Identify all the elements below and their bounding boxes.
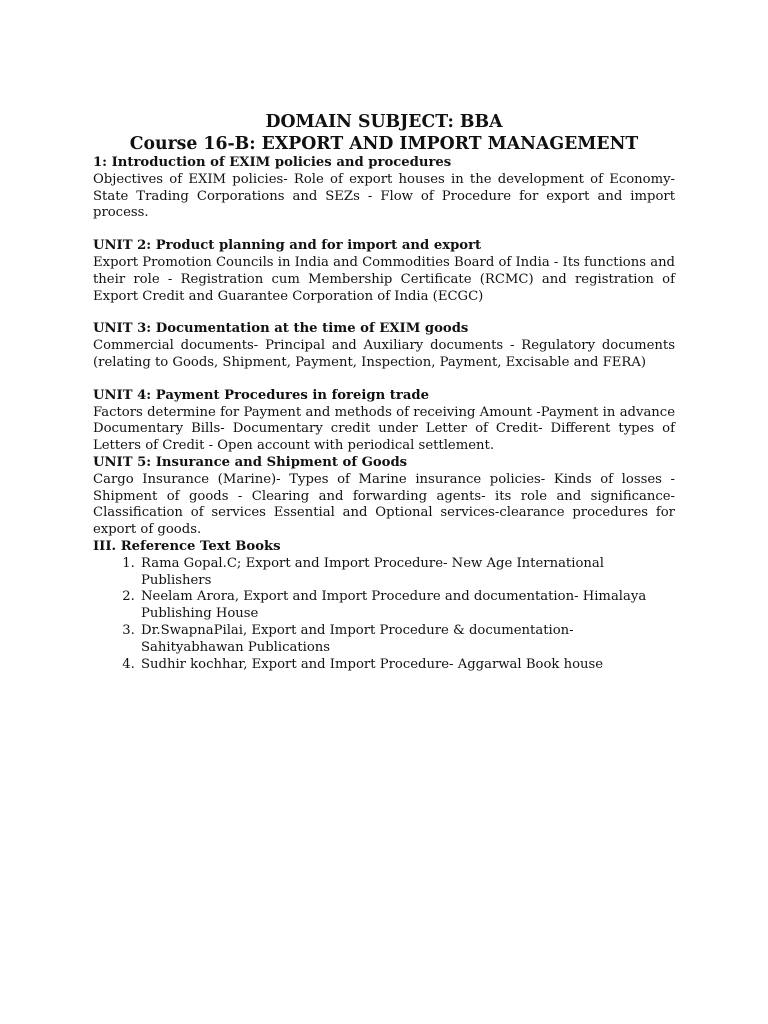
unit-3-body: Commercial documents- Principal and Auxiliary documents - Regulatory documents (relating to Goods, Shipment, Payment, Inspection, Payment, Excisable and FERA) xyxy=(93,338,675,370)
unit-5-body: Cargo Insurance (Marine)- Types of Marine insurance policies- Kinds of losses - Shipment of goods - Clearing and forwarding agents- its role and significance-Classification of services Essential and Optional services-clearance procedures for export of goods. xyxy=(93,471,675,538)
references-section xyxy=(93,539,675,673)
course-title: Course 16-B: EXPORT AND IMPORT MANAGEMENT xyxy=(129,134,639,154)
references-heading: III. Reference Text Books xyxy=(93,538,281,554)
document-title: DOMAIN SUBJECT: BBA xyxy=(265,112,503,132)
spacer xyxy=(93,222,675,238)
unit-1-body: Objectives of EXIM policies- Role of export houses in the development of Economy- State Trading Corporations and SEZs - Flow of Procedure for export and import process. xyxy=(93,171,675,221)
unit-2-body: Export Promotion Councils in India and Commodities Board of India - Its functions and their role - Registration cum Membership Certificate (RCMC) and registration of Export Credit and Guarantee Corporation of India (ECGC) xyxy=(93,254,675,304)
spacer xyxy=(93,372,675,388)
unit-4-section xyxy=(93,388,675,455)
spacer xyxy=(93,305,675,321)
reference-item: 4. Sudhir kochhar, Export and Import Procedure- Aggarwal Book house xyxy=(139,657,675,674)
reference-item: 2. Neelam Arora, Export and Import Procedure and documentation- Himalaya Publishing House xyxy=(139,589,675,623)
unit-4-heading: UNIT 4: Payment Procedures in foreign trade xyxy=(93,387,429,403)
unit-1-heading: 1: Introduction of EXIM policies and procedures xyxy=(93,155,452,170)
unit-5-section xyxy=(93,455,675,539)
unit-3-section xyxy=(93,321,675,371)
unit-5-heading: UNIT 5: Insurance and Shipment of Goods xyxy=(93,454,408,470)
unit-2-section xyxy=(93,238,675,305)
unit-3-heading: UNIT 3: Documentation at the time of EXIM goods xyxy=(93,321,469,337)
references-list xyxy=(93,556,675,674)
reference-item: 3. Dr.SwapnaPilai, Export and Import Procedure & documentation- Sahityabhawan Publications xyxy=(139,623,675,657)
document-page xyxy=(93,111,675,673)
reference-item: 1. Rama Gopal.C; Export and Import Procedure- New Age International Publishers xyxy=(139,556,675,590)
unit-2-heading: UNIT 2: Product planning and for import and export xyxy=(93,238,482,254)
unit-1-section xyxy=(93,155,675,222)
unit-4-body: Factors determine for Payment and methods of receiving Amount -Payment in advance Documentary Bills- Documentary credit under Letter of Credit- Different types of Letters of Credit - Open account with periodical settlement. xyxy=(93,404,675,454)
